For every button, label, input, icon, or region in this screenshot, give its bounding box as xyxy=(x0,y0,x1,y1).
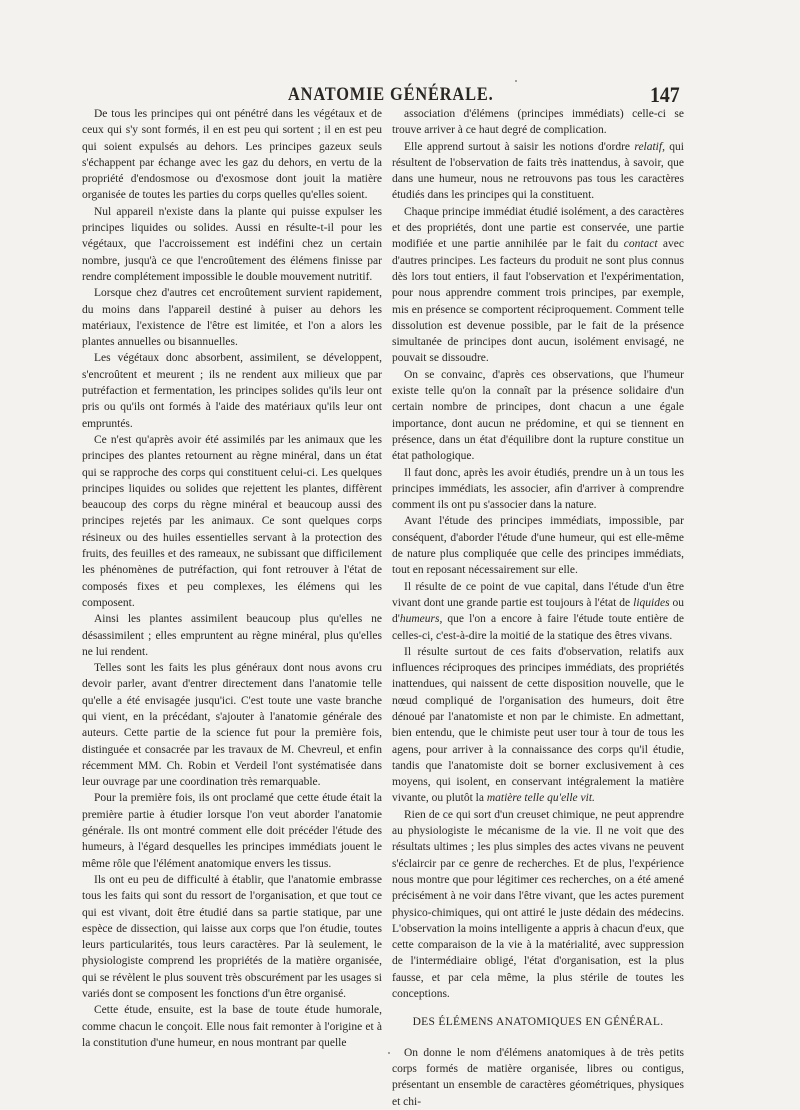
italic-term: humeurs, xyxy=(399,613,443,626)
paragraph: Ils ont eu peu de difficulté à établir, que l'anatomie embrasse tous les faits qui sont du ressort de l'organisation, et que tout ce qui est vivant, doit être étudié dans sa partie statique, par une espèce de dissection, qui laisse aux corps que l'on étudie, toutes leurs particularités, tous leurs caractères. Par là seulement, le physiologiste comprend les propriétés de la matière organisée, qui se révèlent le plus souvent très obscurément par les usages si variés dont se composent les fonctions d'un être organisé. xyxy=(82,873,382,1001)
paper-speck xyxy=(515,80,517,82)
left-column xyxy=(82,106,382,1051)
paragraph: Les végétaux donc absorbent, assimilent, se développent, s'encroûtent et meurent ; ils ne rendent aux milieux que par putréfaction et fermentation, les principes solides qu'ils leur ont pris ou qu'ils ont formés à l'aide des matériaux qu'ils leur ont empruntés. xyxy=(82,352,382,430)
paragraph xyxy=(392,579,684,644)
page-number: 147 xyxy=(650,82,680,107)
paragraph: On donne le nom d'élémens anatomiques à de très petits corps formés de matière organisée, libres ou contigus, présentant un ensemble de caractères géométriques, physiques et chi- xyxy=(392,1046,684,1108)
paragraph: Pour la première fois, ils ont proclamé que cette étude était la première partie à étudier lorsque l'on veut aborder l'anatomie générale. Ils ont montré comment elle doit précéder l'étude des humeurs, à l'égard desquelles les principes immédiats jouent le même rôle que l'élément anatomique envers les tissus. xyxy=(82,792,382,870)
paragraph: Ainsi les plantes assimilent beaucoup plus qu'elles ne désassimilent ; elles empruntent au règne minéral, plus qu'elles ne lui rendent. xyxy=(82,613,382,658)
text-run: ou d' xyxy=(392,596,685,626)
paragraph: De tous les principes qui ont pénétré dans les végétaux et de ceux qui s'y sont formés, il en est peu qui sortent ; il en est peu qui soient expulsés au dehors. Les principes gazeux seuls s'échappent par échange avec les gaz du dehors, en vertu de la propriété d'endosmose ou d'exosmose dont jouit la matière organisée de toutes les parties du corps quelles qu'elles soient. xyxy=(82,108,382,202)
paragraph: On se convainc, d'après ces observations, que l'humeur existe telle qu'on la connaît par la présence solidaire d'un certain nombre de principes, dont chacun a une égale importance, dont aucun ne prédomine, et qui se tiennent en présence, dans un état d'équilibre dont la rupture constitue un état pathologique. xyxy=(392,368,684,463)
paragraph xyxy=(392,644,684,807)
paragraph: association d'élémens (principes immédiats) celle-ci se trouve arriver à ce haut degré de complication. xyxy=(392,108,684,137)
text-run: que l'on a encore à faire l'étude toute entière de celles-ci, c'est-à-dire la moitié de la statique des êtres vivans. xyxy=(392,613,684,642)
paragraph xyxy=(392,139,684,204)
italic-term: liquides xyxy=(633,596,670,609)
paragraph: Cette étude, ensuite, est la base de toute étude humorale, comme chacun le conçoit. Elle nous fait remonter à l'origine et à la constitution d'une humeur, en nous montrant par quelle xyxy=(82,1004,382,1049)
paragraph: Lorsque chez d'autres cet encroûtement survient rapidement, du moins dans l'appareil destiné à puiser au dehors les matériaux, l'existence de l'être est limitée, et l'on a alors les plantes annuelles ou bisannuelles. xyxy=(82,287,382,349)
running-title: ANATOMIE GÉNÉRALE. xyxy=(288,84,494,105)
text-run: Il résulte de ce point de vue capital, dans l'étude d'un être vivant dont une grande partie est toujours à l'état de xyxy=(392,580,684,609)
italic-term: relatif, xyxy=(634,140,665,153)
text-run: Chaque principe immédiat étudié isolément, a des caractères et des propriétés, dont une partie est conservée, une partie modifiée et une partie annihilée par le fait du xyxy=(392,205,684,251)
paragraph: Il faut donc, après les avoir étudiés, prendre un à un tous les principes immédiats, les associer, afin d'arriver à comprendre comment ils ont pu s'associer dans la nature. xyxy=(392,466,684,512)
text-run: Elle apprend surtout à saisir les notions d'ordre xyxy=(404,140,635,153)
section-heading: DES ÉLÉMENS ANATOMIQUES EN GÉNÉRAL. xyxy=(412,1016,664,1029)
italic-term: matière telle qu'elle vit. xyxy=(486,792,595,805)
paragraph: Rien de ce qui sort d'un creuset chimique, ne peut apprendre au physiologiste le mécanisme de la vie. Il ne voit que des résultats ultimes ; les plus simples des actes vivans ne peuvent s'éclaircir par ce genre de recherches. Et de plus, l'expérience nous montre que pour légitimer ces recherches, on a été amené précisément à ne voir dans l'être vivant, que les actes purement physico-chimiques, qui ont attiré le juste dédain des médecins. L'observation la moins intelligente a appris à chacun d'eux, que cette comparaison de la vie à la matérialité, avec suppression de l'intermédiaire obligé, l'état d'organisation, est la plus fausse, et par cela même, la plus stérile de toutes les conceptions. xyxy=(392,808,684,1001)
text-run: Il résulte surtout de ces faits d'observation, relatifs aux influences réciproques des principes immédiats, des propriétés inattendues, qui naissent de cette disposition nouvelle, que le nœud compliqué de l'organisation des humeurs, doit être dénoué par l'anatomiste et non par le chimiste. En admettant, bien entendu, que le chimiste peut user tour à tour de tous les agens, pour arriver à la connaissance des corps qu'il étudie, tandis que l'anatomiste doit se borner exclusivement à ces moyens, qui isolent, en conservant intégralement la matière vivante, ou plutôt la xyxy=(392,645,684,805)
text-run: qui résultent de l'observation de faits très inattendus, à savoir, que dans une humeur, nous ne retrouvons pas tous les caractères étudiés dans les principes qui la constituent. xyxy=(392,140,684,202)
paragraph: Nul appareil n'existe dans la plante qui puisse expulser les principes liquides ou solides. Aussi en résulte-t-il pour les végétaux, que l'accroissement est indéfini chez un certain nombre, jusqu'à ce que l'encroûtement des élémens finisse par rendre complétement impossible le double mouvement nutritif. xyxy=(82,205,382,283)
right-column xyxy=(392,106,684,1110)
text-run: avec d'autres principes. Les facteurs du produit ne sont plus connus dès lors tout entiers, il faut l'observation et l'expérimentation, pour nous apprendre comment trois principes, par exemple, mis en présence se comportent réciproquement. Comment telle dissolution est devenue possible, par le fait de la présence simultanée de principes dont aucun, isolément envisagé, ne pouvait se dissoudre. xyxy=(392,238,684,365)
paragraph: Avant l'étude des principes immédiats, impossible, par conséquent, d'aborder l'étude d'une humeur, qui est elle-même de nature plus compliquée que celle des principes immédiats, tout en reposant nécessairement sur elle. xyxy=(392,515,684,577)
paper-speck xyxy=(388,1052,390,1054)
italic-term: contact xyxy=(623,238,658,251)
paragraph: Ce n'est qu'après avoir été assimilés par les animaux que les principes des plantes retournent au règne minéral, dans un état qui se rapproche des corps qui constituent celui-ci. Les quelques principes liquides ou solides que rejettent les plantes, diffèrent beaucoup des corps du règne minéral et beaucoup aussi des principes rejetés par les animaux. Ce sont quelques corps résineux ou des huiles essentielles servant à la protection des fruits, des feuilles et des rameaux, ne subissant que difficilement les phénomènes de putréfaction, qui font retrouver à l'état de composés fixes et peu complexes, les élémens qui les composent. xyxy=(82,433,382,609)
paragraph: Telles sont les faits les plus généraux dont nous avons cru devoir parler, avant d'entrer directement dans l'anatomie telle qu'elle a été envisagée jusqu'ici. C'est toute une vaste branche qui vient, en la précédant, s'ajouter à l'anatomie générale des auteurs. Cette partie de la science fut pour la première fois, distinguée et consacrée par les travaux de M. Chevreul, et enfin récemment MM. Ch. Robin et Verdeil l'ont systématisée dans leur ouvrage par une coordination très remarquable. xyxy=(82,662,382,789)
paragraph xyxy=(392,204,684,367)
